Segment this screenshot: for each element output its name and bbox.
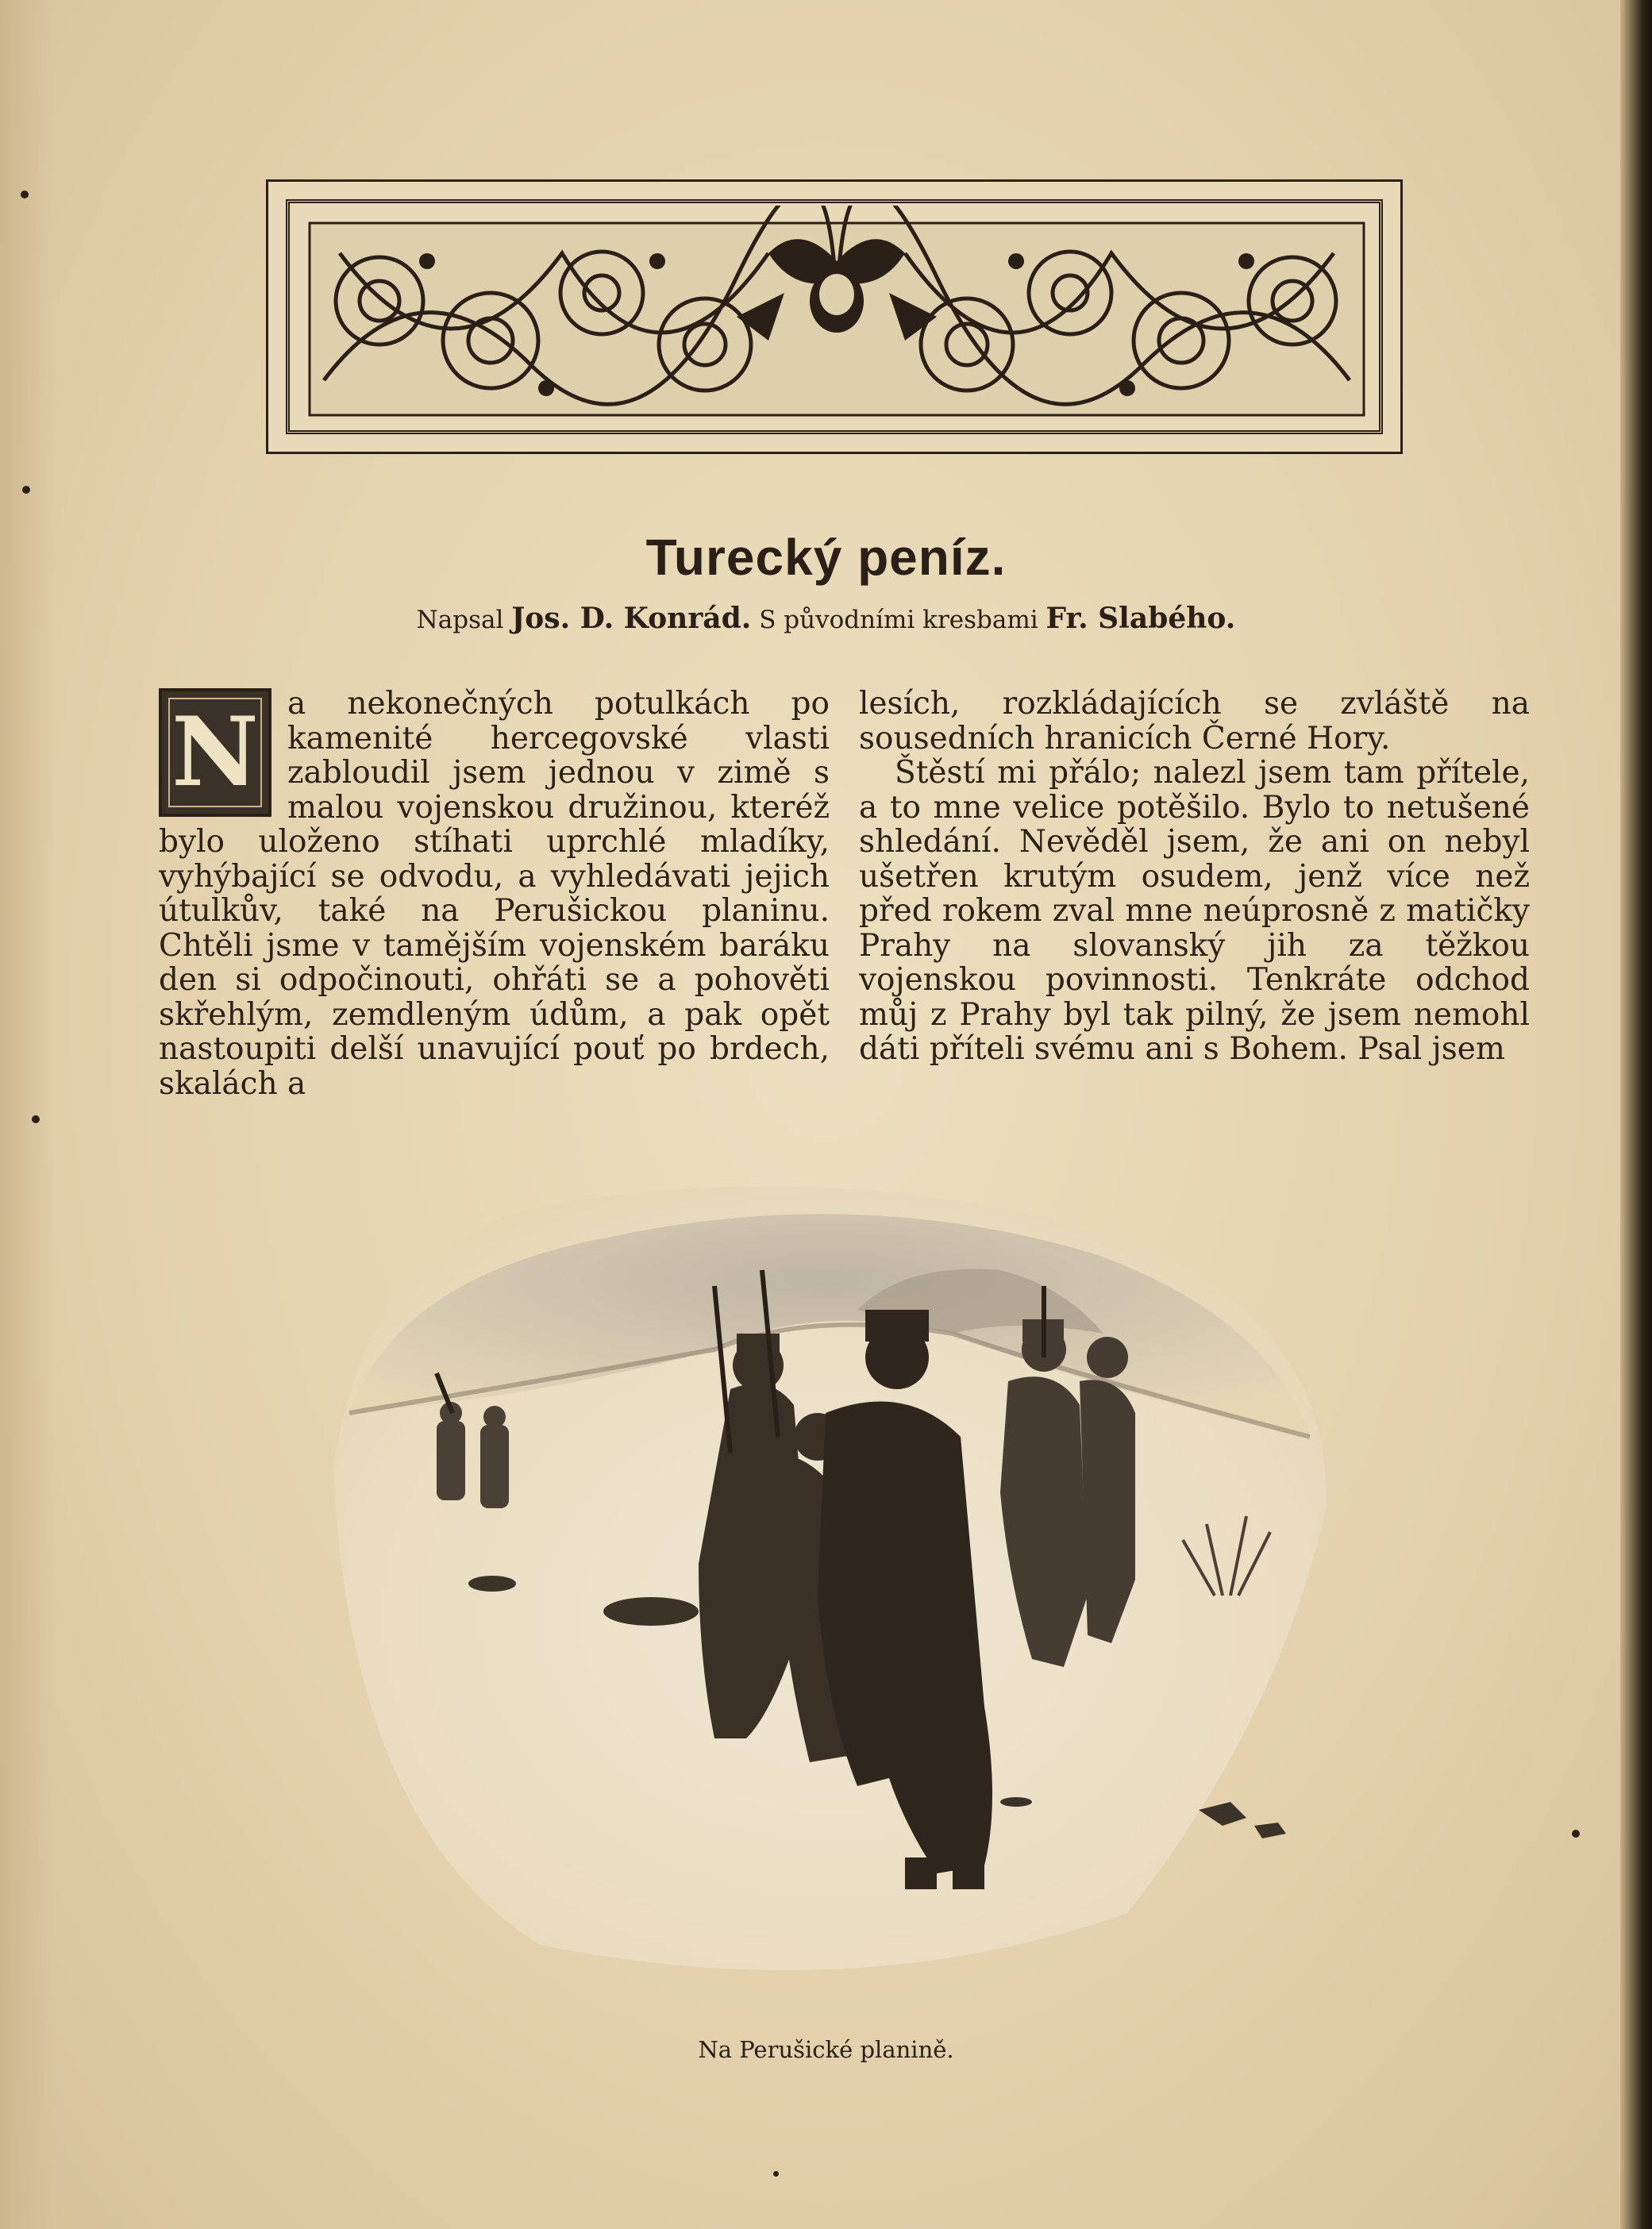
byline-illustrator: Fr. Slabého. bbox=[1045, 602, 1236, 635]
illustration-caption: Na Perušické planině. bbox=[698, 2036, 954, 2063]
paragraph: lesích, rozkládajících se zvláště na sousedních hranicích Černé Hory. bbox=[859, 686, 1530, 756]
floral-scroll-ornament-icon bbox=[292, 206, 1381, 433]
page-left-edge bbox=[0, 0, 56, 2229]
speck bbox=[32, 1115, 40, 1123]
speck bbox=[773, 2171, 779, 2177]
text-column-right bbox=[859, 687, 1530, 1067]
paragraph: Štěstí mi přálo; nalezl jsem tam přítele, a to mne velice potěšilo. Bylo to netušené shledání. Nevěděl jsem, že ani on nebyl ušetřen krutým osudem, jenž více než před rokem zval mne neúprosně z matičky Prahy na slovanský jih za těžkou vojenskou povinnosti. Tenkráte odchod můj z Prahy byl tak pilný, že jsem nemohl dáti příteli svému ani s Bohem. Psal jsem bbox=[859, 755, 1530, 1067]
winter-soldiers-illustration-icon bbox=[302, 1151, 1365, 2008]
page-right-edge bbox=[1620, 0, 1652, 2229]
dropcap-initial: N bbox=[159, 688, 271, 817]
byline-prefix: Napsal bbox=[416, 606, 504, 634]
speck bbox=[21, 191, 29, 198]
byline-author: Jos. D. Konrád. bbox=[511, 602, 752, 635]
article-title: Turecký peníz. bbox=[645, 529, 1007, 586]
paragraph: a nekonečných potulkách po kamenité hercegovské vlasti zabloudil jsem jednou v zimě s malou vojenskou družinou, kteréž bylo uloženo stíhati uprchlé mladíky, vyhýbající se odvodu, a vyhledávati jejich útulkův, také na Perušickou planinu. Chtěli jsme v tamějším vojenském baráku den si odpočinouti, ohřáti se a pohověti skřehlým, zemdleným údům, a pak opět nastoupiti delší unavující pouť po brdech, skalách a bbox=[159, 686, 830, 1102]
article-byline bbox=[0, 602, 1652, 635]
header-ornament bbox=[266, 179, 1403, 454]
speck bbox=[1572, 1830, 1580, 1838]
byline-middle: S původními kresbami bbox=[759, 606, 1038, 634]
text-column-left bbox=[159, 687, 830, 1101]
speck bbox=[22, 486, 30, 494]
